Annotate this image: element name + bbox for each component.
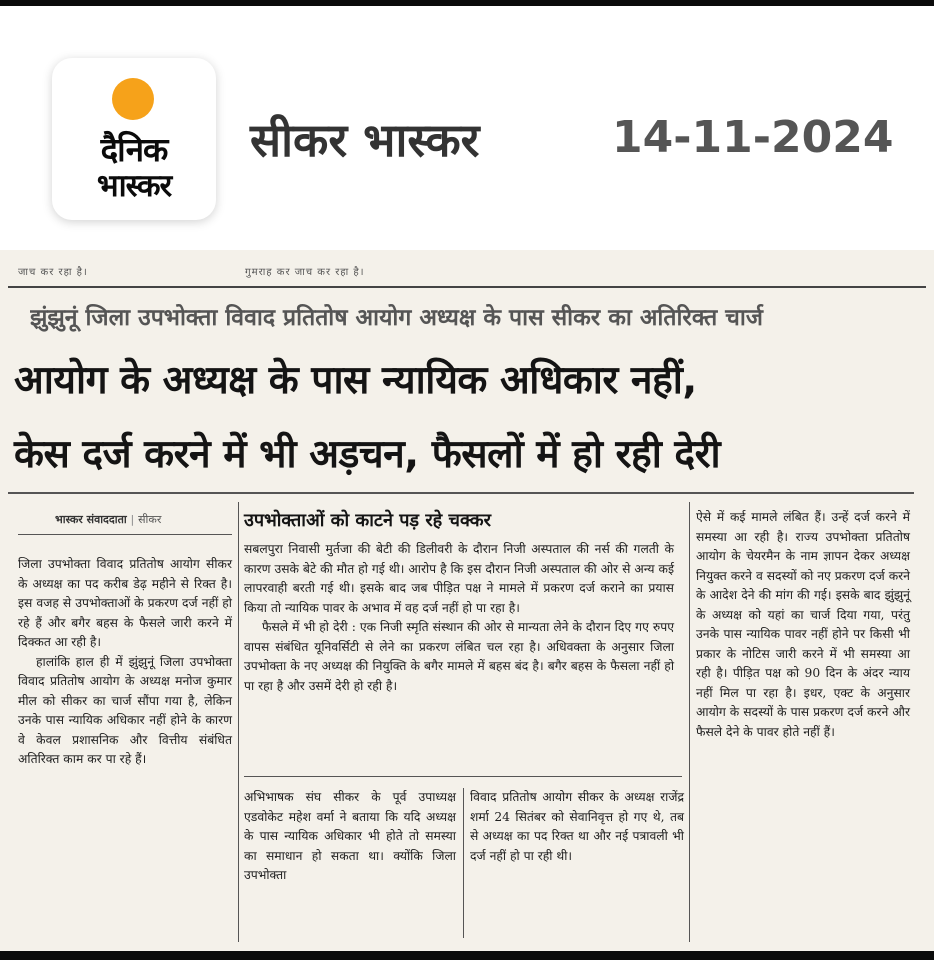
column-divider: [238, 502, 239, 942]
article-column-4: [696, 508, 910, 742]
headline-line2: केस दर्ज करने में भी अड़चन, फैसलों में हो रही देरी: [14, 432, 721, 477]
logo-text-line1: दैनिक: [100, 130, 168, 169]
byline-rule: [18, 534, 232, 535]
headline-rule: [8, 492, 914, 494]
subheading: उपभोक्ताओं को काटने पड़ रहे चक्कर: [244, 510, 491, 531]
article-column-1: [18, 555, 232, 770]
faded-text-mid: गुमराह कर जाच कर रहा है।: [245, 267, 365, 278]
newspaper-clipping: [0, 250, 934, 951]
paragraph: ऐसे में कई मामले लंबित हैं। उन्हें दर्ज करने में समस्या आ रही है। राज्य उपभोक्ता प्रतितोष आयोग के चेयरमैन के नाम ज्ञापन देकर अध्यक्ष नियुक्त करने व सदस्यों को नए प्रकरण दर्ज करने के आदेश देने की मांग की गई। इसके बाद झुंझुनूं के अध्यक्ष को यहां का चार्ज दिया गया, परंतु उनके पास न्यायिक पावर नहीं होने पर किसी भी प्रकार के नोटिस जारी करने में भी समस्या आ रही है। पीड़ित पक्ष को 90 दिन के अंदर न्याय नहीं मिल पा रहा है। इधर, एक्ट के अनुसार आयोग के सदस्यों के पास प्रकरण दर्ज करने और फैसले देने के पावर होते नहीं हैं।: [696, 510, 910, 739]
byline: [55, 512, 161, 527]
column-divider: [689, 502, 690, 942]
top-rule: [8, 286, 926, 288]
column-divider: [463, 788, 464, 938]
edition-title: सीकर भास्कर: [250, 113, 480, 167]
paragraph: विवाद प्रतितोष आयोग सीकर के अध्यक्ष राजेंद्र शर्मा 24 सितंबर को सेवानिवृत्त हो गए थे, तब से अध्यक्ष का पद रिक्त था और नई पत्रावली भी दर्ज नहीं हो पा रही थी।: [470, 790, 684, 863]
bottom-border: [0, 951, 934, 960]
top-border: [0, 0, 934, 6]
headline-line1: आयोग के अध्यक्ष के पास न्यायिक अधिकार नहीं,: [14, 358, 697, 403]
paragraph: जिला उपभोक्ता विवाद प्रतितोष आयोग सीकर के अध्यक्ष का पद करीब डेढ़ महीने से रिक्त है। इस वजह से उपभोक्ताओं के प्रकरण दर्ज नहीं हो रहे हैं और बगैर बहस के फैसले जारी करने में दिक्कत आ रही है।: [18, 557, 232, 649]
cropped-adjacent-column: [916, 290, 934, 950]
edition-date: 14-11-2024: [612, 112, 894, 163]
paragraph: फैसले में भी हो देरी : एक निजी स्मृति संस्थान की ओर से मान्यता लेने के दौरान दिए गए रुपए वापस संबंधित यूनिवर्सिटी से लेने का प्रकरण लंबित चल रहा है। अधिवक्ता के अनुसार जिला उपभोक्ता के नए अध्यक्ष की नियुक्ति के बगैर मामले में बहस बंद है। बगैर बहस के फैसला नहीं हो पा रहा है और उसमें देरी हो रही है।: [244, 620, 674, 693]
paragraph: सबलपुरा निवासी मुर्तजा की बेटी की डिलीवरी के दौरान निजी अस्पताल की नर्स की गलती के कारण उसके बेटे की मौत हो गई थी। आरोप है कि इस दौरान निजी अस्पताल की ओर से अन्य कई लापरवाही बरती गई थी। इसके बाद जब पीड़ित पक्ष ने मामले में प्रकरण दर्ज कराने का प्रयास किया तो न्यायिक पावर के अभाव में वह दर्ज नहीं हो पा रहा है।: [244, 542, 674, 615]
paragraph: हालांकि हाल ही में झुंझुनूं जिला उपभोक्ता विवाद प्रतितोष आयोग के अध्यक्ष मनोज कुमार मील को सीकर का चार्ज सौंपा गया है, लेकिन उनके पास न्यायिक अधिकार नहीं होने के कारण वे केवल प्रशासनिक और वित्तीय संबंधित अतिरिक्त काम कर पा रहे हैं।: [18, 654, 232, 766]
byline-place: सीकर: [138, 513, 162, 526]
article-column-mid: [244, 540, 674, 696]
sun-icon: [112, 78, 154, 120]
faded-text-left: जाच कर रहा है।: [18, 267, 88, 278]
article-column-3: [470, 788, 684, 866]
section-rule: [244, 776, 682, 777]
byline-name: भास्कर संवाददाता: [55, 513, 127, 526]
paragraph: अभिभाषक संघ सीकर के पूर्व उपाध्यक्ष एडवोकेट महेश वर्मा ने बताया कि यदि अध्यक्ष के पास न्यायिक अधिकार भी होते तो समस्या का समाधान हो सकता था। क्योंकि जिला उपभोक्ता: [244, 790, 456, 882]
kicker-headline: झुंझुनूं जिला उपभोक्ता विवाद प्रतितोष आयोग अध्यक्ष के पास सीकर का अतिरिक्त चार्ज: [30, 305, 763, 331]
dainik-bhaskar-logo: [52, 58, 216, 220]
article-column-2: [244, 788, 456, 886]
logo-text-line2: भास्कर: [96, 168, 172, 204]
byline-separator: |: [130, 513, 135, 526]
